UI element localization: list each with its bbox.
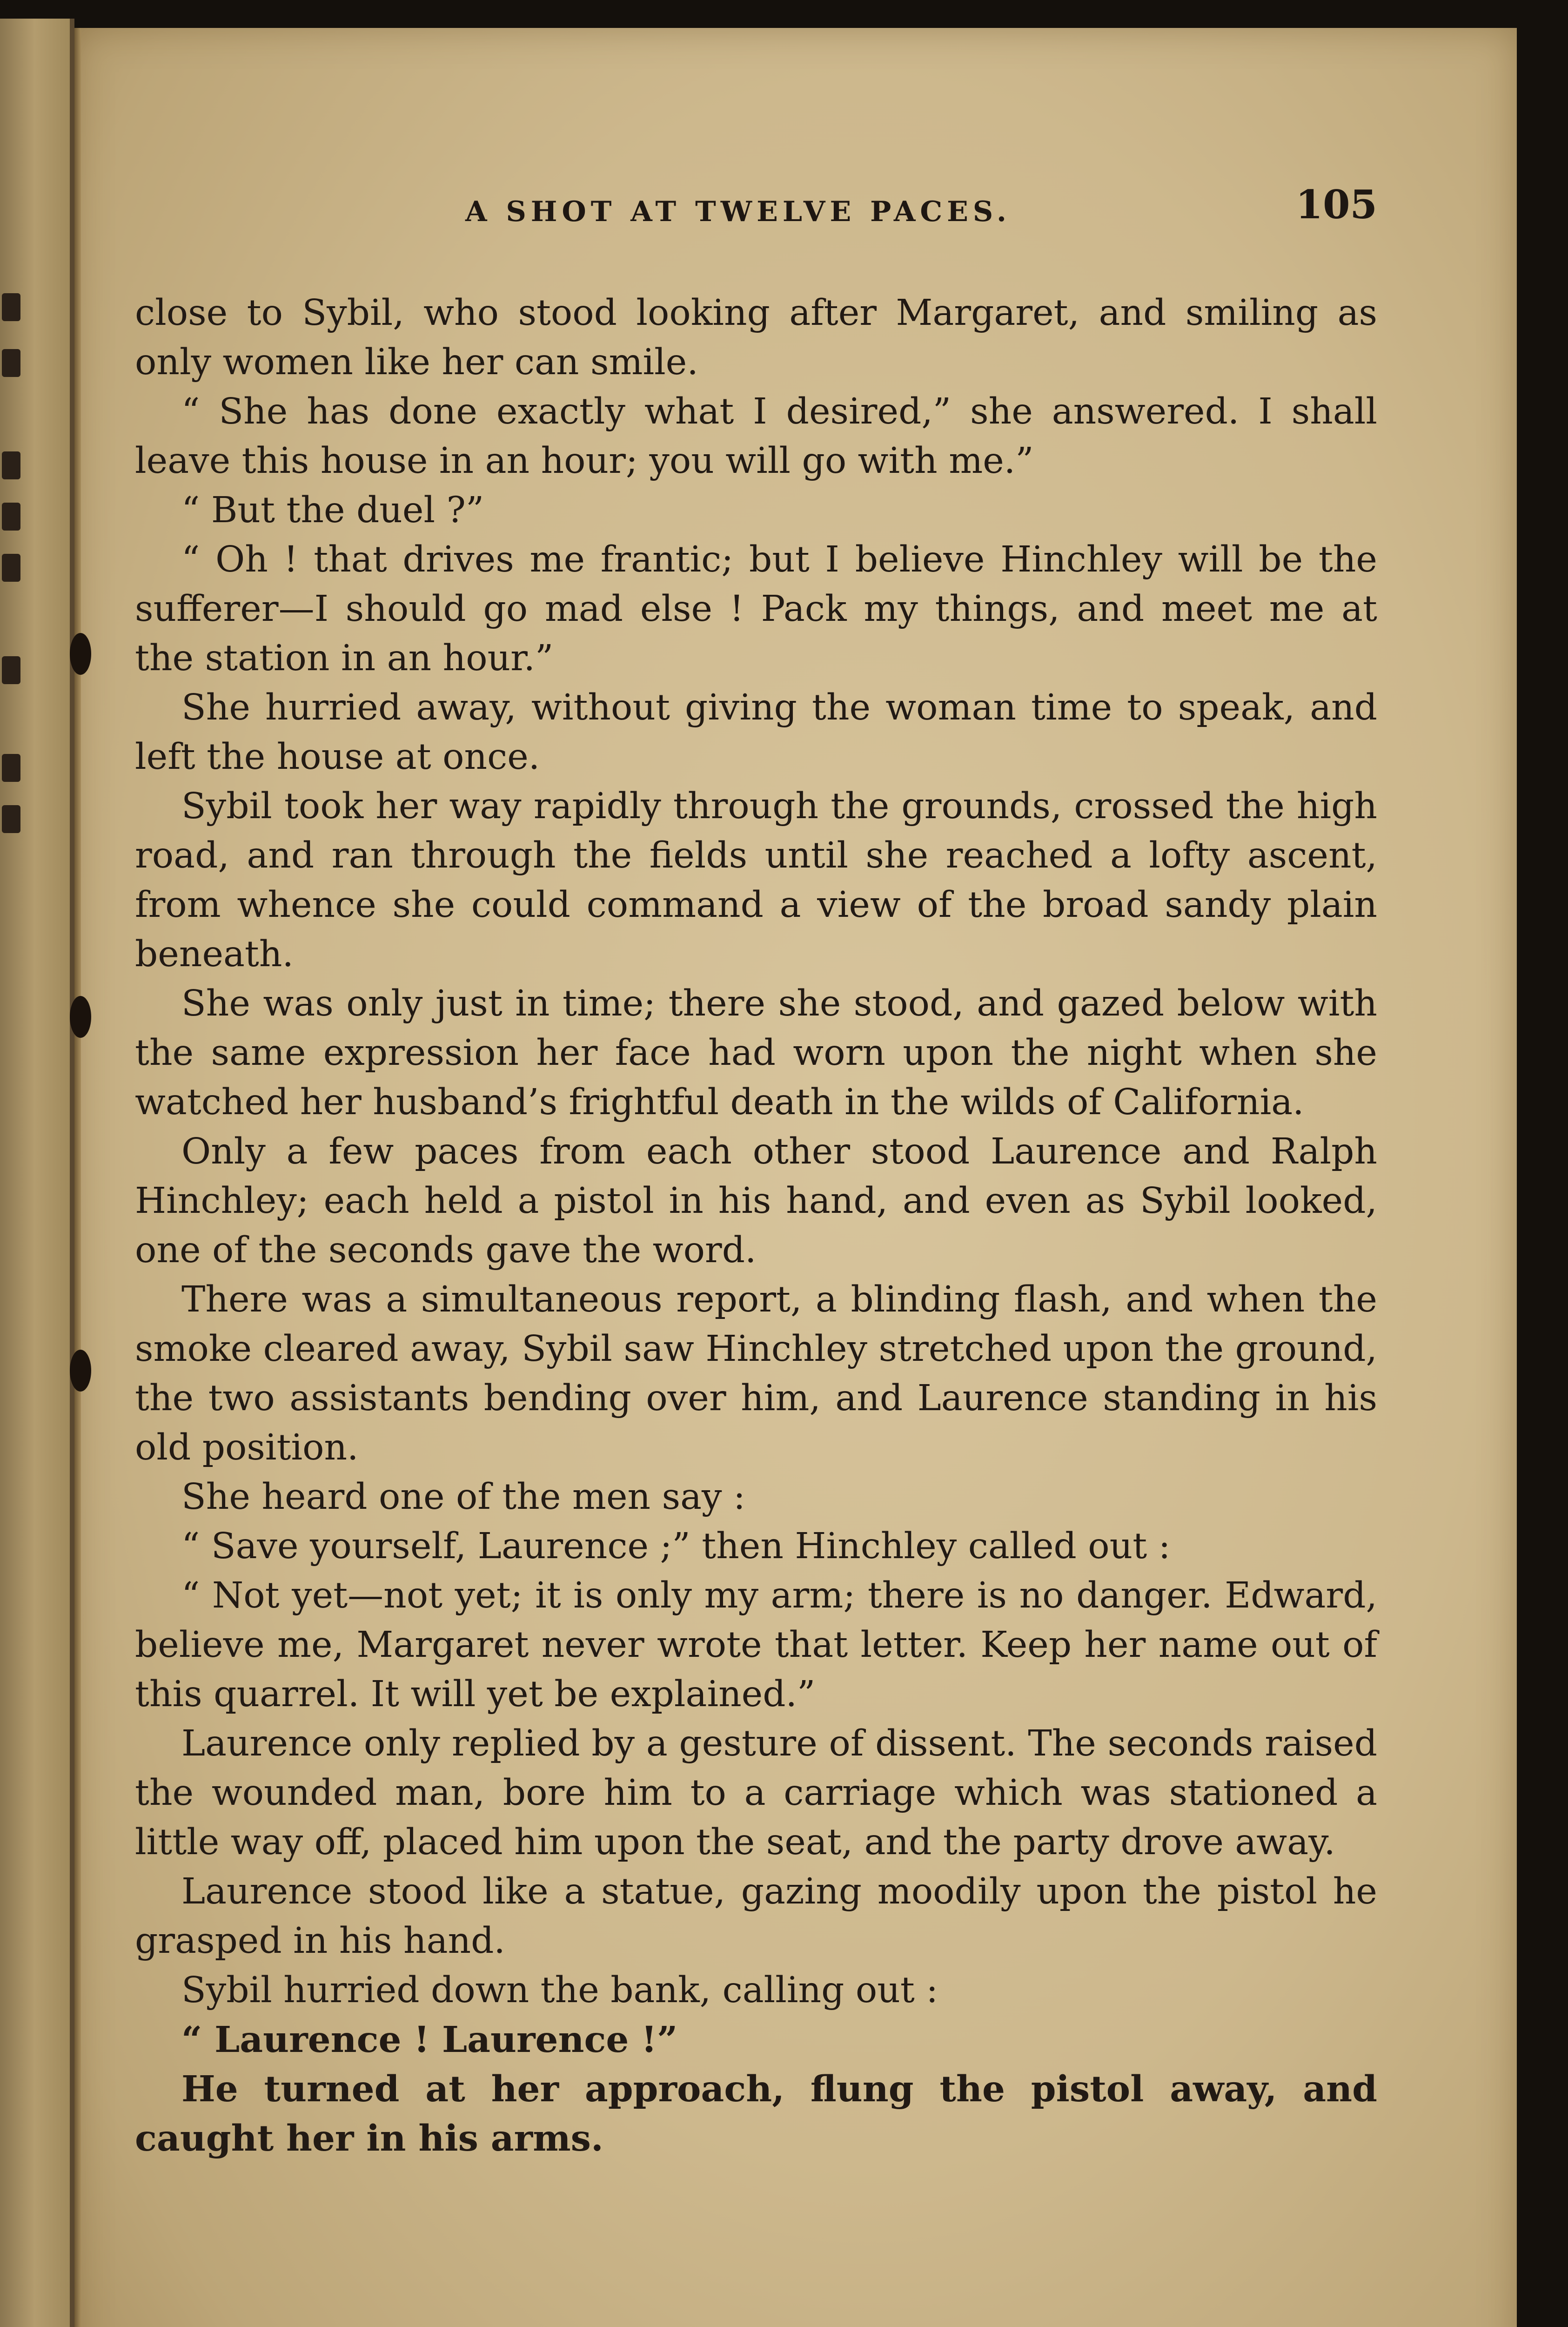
paragraph: “ Oh ! that drives me frantic; but I believe Hinchley will be the sufferer—I should go mad else ! Pack my things, and meet me at the station in an hour.” [135,539,1377,679]
paragraph: She was only just in time; there she stood, and gazed below with the same expression her face had worn upon the night when she watched her husband’s frightful death in the wilds of California. [135,983,1377,1123]
body-text [135,289,1377,2163]
paragraph: “ Laurence ! Laurence !” [181,2019,678,2061]
binding-hole [70,1350,91,1392]
paragraph: Sybil hurried down the bank, calling out : [181,1970,938,2011]
previous-page-letter-fragment [2,503,20,531]
paragraph: “ But the duel ?” [181,490,484,531]
previous-page-letter-fragment [2,293,20,321]
binding-hole [70,996,91,1038]
paragraph: “ She has done exactly what I desired,” she answered. I shall leave this house in an hour; you will go with me.” [135,391,1377,482]
paragraph: Laurence stood like a statue, gazing moodily upon the pistol he grasped in his hand. [135,1871,1377,1962]
previous-page-letter-fragment [2,451,20,479]
paragraph: She heard one of the men say : [181,1476,745,1518]
paragraph: close to Sybil, who stood looking after Margaret, and smiling as only women like her can smile. [135,292,1377,383]
previous-page-letter-fragment [2,349,20,377]
page-gutter [74,28,81,2327]
previous-page-edge [0,19,74,2327]
previous-page-letter-fragment [2,656,20,684]
paragraph: Sybil took her way rapidly through the grounds, crossed the high road, and ran through the fields until she reached a lofty ascent, from whence she could command a view of the broad sandy plain beneath. [135,786,1377,975]
paragraph: “ Not yet—not yet; it is only my arm; there is no danger. Edward, believe me, Margaret never wrote that letter. Keep her name out of this quarrel. It will yet be explained.” [135,1575,1377,1715]
running-title: A SHOT AT TWELVE PACES. [465,195,1011,228]
book-page [74,28,1517,2327]
page-number: 105 [1295,182,1377,228]
paragraph: Only a few paces from each other stood Laurence and Ralph Hinchley; each held a pistol in his hand, and even as Sybil looked, one of the seconds gave the word. [135,1131,1377,1271]
previous-page-letter-fragment [2,805,20,833]
paragraph: She hurried away, without giving the woman time to speak, and left the house at once. [135,687,1377,778]
paragraph: There was a simultaneous report, a blinding flash, and when the smoke cleared away, Sybil saw Hinchley stretched upon the ground, the two assistants bending over him, and Laurence standing in his old position. [135,1279,1377,1468]
paragraph: He turned at her approach, flung the pistol away, and caught her in his arms. [135,2068,1377,2159]
binding-hole [70,633,91,675]
paragraph: Laurence only replied by a gesture of dissent. The seconds raised the wounded man, bore him to a carriage which was stationed a little way off, placed him upon the seat, and the party drove away. [135,1723,1377,1863]
paragraph: “ Save yourself, Laurence ;” then Hinchley called out : [181,1526,1171,1567]
running-head [130,168,1377,242]
previous-page-letter-fragment [2,554,20,582]
previous-page-letter-fragment [2,754,20,782]
